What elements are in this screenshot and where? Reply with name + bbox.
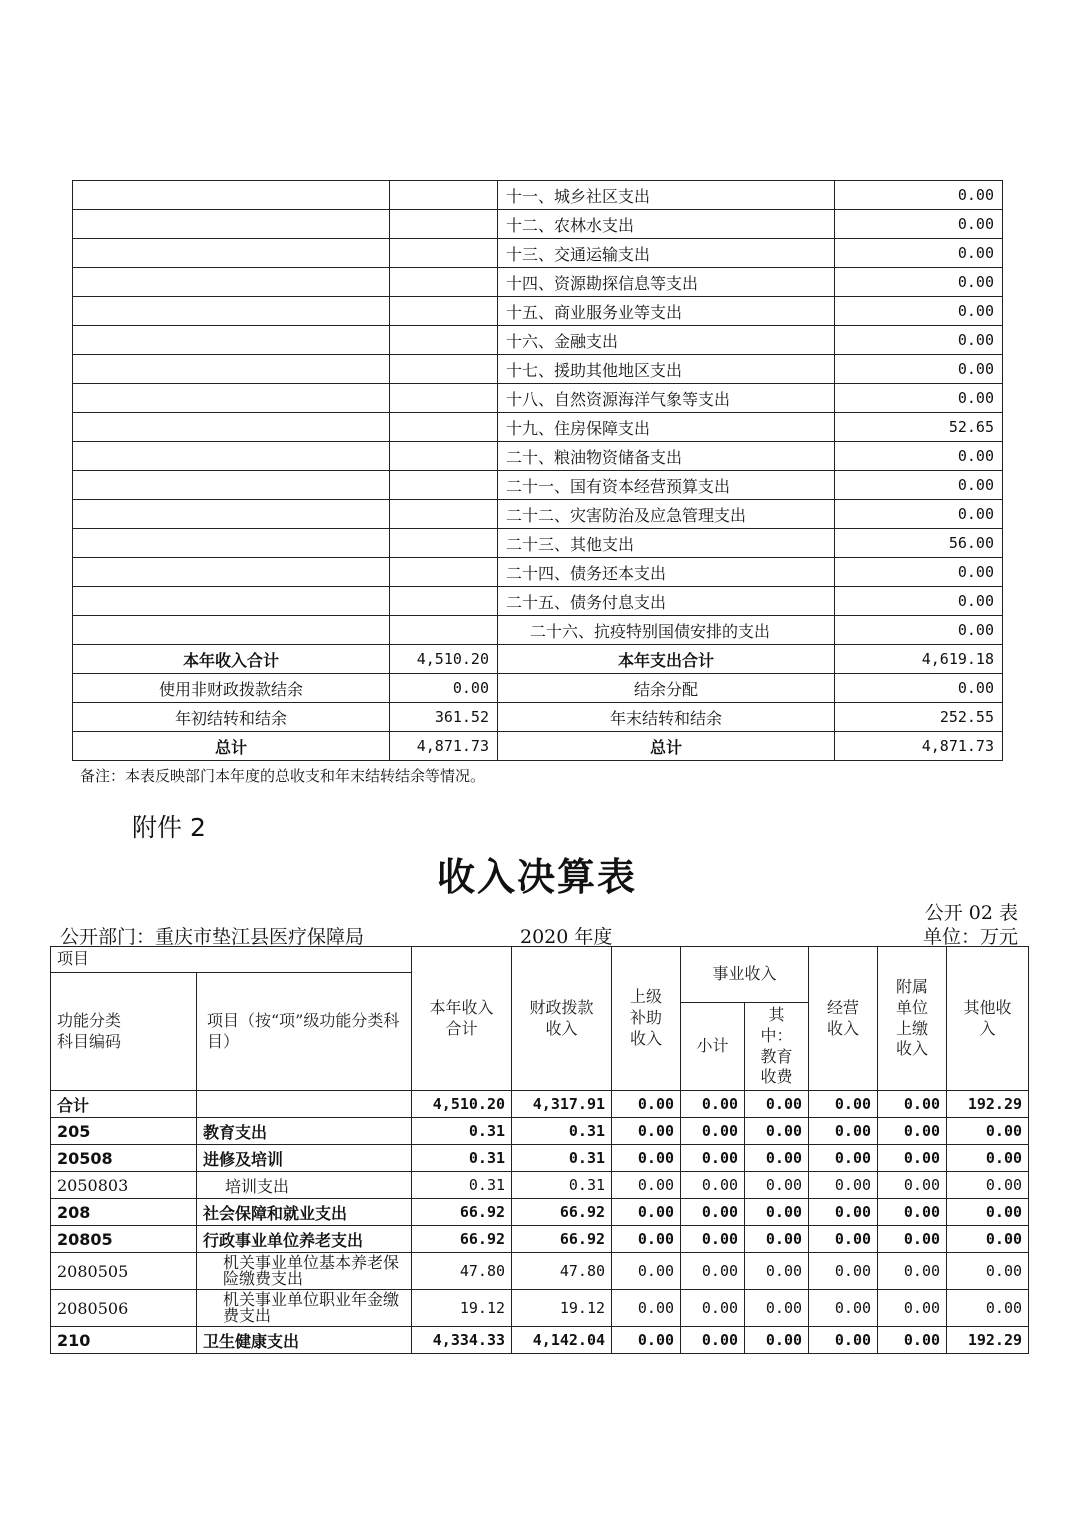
value-cell: 0.00 xyxy=(681,1118,745,1145)
value-cell: 0.00 xyxy=(612,1199,681,1226)
value-cell: 0.00 xyxy=(612,1253,681,1290)
summary-row-carryover xyxy=(73,703,1003,732)
expense-label: 十七、援助其他地区支出 xyxy=(498,355,835,384)
grand-total-right-value: 4,871.73 xyxy=(835,732,1003,761)
value-cell: 0.00 xyxy=(878,1226,947,1253)
surplus-dist-value: 0.00 xyxy=(835,674,1003,703)
expense-total-label: 本年支出合计 xyxy=(498,645,835,674)
header-item-name: 项目（按“项”级功能分类科目） xyxy=(197,973,412,1091)
expense-value: 0.00 xyxy=(835,268,1003,297)
item-name-cell: 机关事业单位基本养老保险缴费支出 xyxy=(197,1253,412,1290)
value-cell: 47.80 xyxy=(512,1253,612,1290)
summary-row-year-total xyxy=(73,645,1003,674)
table-row xyxy=(51,1118,1029,1145)
item-name-cell xyxy=(197,1091,412,1118)
func-code-cell: 合计 xyxy=(51,1091,197,1118)
header-business-income: 事业收入 xyxy=(681,947,809,1003)
expense-label: 十五、商业服务业等支出 xyxy=(498,297,835,326)
func-code-cell: 2080506 xyxy=(51,1290,197,1327)
expense-row xyxy=(73,239,1003,268)
expense-row xyxy=(73,181,1003,210)
total-row xyxy=(51,1091,1029,1118)
expense-row xyxy=(73,384,1003,413)
empty-cell xyxy=(73,239,390,268)
income-expense-summary-table xyxy=(72,180,1003,761)
value-cell: 0.00 xyxy=(745,1327,809,1354)
empty-cell xyxy=(73,558,390,587)
empty-cell xyxy=(73,529,390,558)
value-cell: 66.92 xyxy=(412,1226,512,1253)
func-code-cell: 20805 xyxy=(51,1226,197,1253)
expense-label: 十四、资源勘探信息等支出 xyxy=(498,268,835,297)
income-total-value: 4,510.20 xyxy=(390,645,498,674)
value-cell: 66.92 xyxy=(512,1226,612,1253)
table-row xyxy=(51,1253,1029,1290)
value-cell: 0.00 xyxy=(681,1226,745,1253)
value-cell: 0.00 xyxy=(681,1290,745,1327)
header-other-income: 其他收 入 xyxy=(947,947,1029,1091)
empty-cell xyxy=(73,384,390,413)
value-cell: 0.00 xyxy=(612,1290,681,1327)
value-cell: 66.92 xyxy=(512,1199,612,1226)
value-cell: 0.00 xyxy=(681,1253,745,1290)
value-cell: 0.00 xyxy=(878,1290,947,1327)
empty-cell xyxy=(390,210,498,239)
begin-carryover-value: 361.52 xyxy=(390,703,498,732)
expense-row xyxy=(73,210,1003,239)
expense-value: 0.00 xyxy=(835,616,1003,645)
value-cell: 0.31 xyxy=(412,1118,512,1145)
value-cell: 0.00 xyxy=(809,1118,878,1145)
attachment-label: 附件 2 xyxy=(132,813,206,842)
value-cell: 0.00 xyxy=(947,1290,1029,1327)
value-cell: 0.00 xyxy=(878,1145,947,1172)
expense-row xyxy=(73,355,1003,384)
expense-label: 十一、城乡社区支出 xyxy=(498,181,835,210)
begin-carryover-label: 年初结转和结余 xyxy=(73,703,390,732)
expense-label: 十九、住房保障支出 xyxy=(498,413,835,442)
value-cell: 0.00 xyxy=(612,1118,681,1145)
value-cell: 0.00 xyxy=(878,1253,947,1290)
expense-label: 十二、农林水支出 xyxy=(498,210,835,239)
item-name-cell: 教育支出 xyxy=(197,1118,412,1145)
expense-value: 0.00 xyxy=(835,442,1003,471)
expense-label: 二十六、抗疫特别国债安排的支出 xyxy=(498,616,835,645)
empty-cell xyxy=(73,181,390,210)
expense-label: 十三、交通运输支出 xyxy=(498,239,835,268)
value-cell: 0.00 xyxy=(681,1145,745,1172)
nonfiscal-value: 0.00 xyxy=(390,674,498,703)
value-cell: 0.00 xyxy=(612,1091,681,1118)
value-cell: 0.00 xyxy=(947,1226,1029,1253)
expense-label: 二十二、灾害防治及应急管理支出 xyxy=(498,500,835,529)
end-carryover-label: 年末结转和结余 xyxy=(498,703,835,732)
value-cell: 4,317.91 xyxy=(512,1091,612,1118)
value-cell: 0.00 xyxy=(947,1253,1029,1290)
table-row xyxy=(51,1327,1029,1354)
expense-label: 二十三、其他支出 xyxy=(498,529,835,558)
value-cell: 0.00 xyxy=(745,1290,809,1327)
empty-cell xyxy=(390,326,498,355)
value-cell: 0.00 xyxy=(878,1118,947,1145)
department-label: 公开部门：重庆市垫江县医疗保障局 xyxy=(60,926,365,948)
empty-cell xyxy=(390,442,498,471)
table-body xyxy=(51,1091,1029,1354)
table-note: 备注：本表反映部门本年度的总收支和年末结转结余等情况。 xyxy=(80,767,486,785)
value-cell: 0.00 xyxy=(745,1118,809,1145)
empty-cell xyxy=(73,268,390,297)
empty-cell xyxy=(390,471,498,500)
header-education-fee: 其 中： 教育 收费 xyxy=(745,1003,809,1091)
value-cell: 0.31 xyxy=(412,1145,512,1172)
value-cell: 0.31 xyxy=(512,1172,612,1199)
expense-value: 0.00 xyxy=(835,181,1003,210)
grand-total-left-value: 4,871.73 xyxy=(390,732,498,761)
empty-cell xyxy=(390,355,498,384)
value-cell: 0.00 xyxy=(745,1226,809,1253)
summary-totals xyxy=(73,645,1003,761)
value-cell: 0.00 xyxy=(612,1327,681,1354)
expense-row xyxy=(73,297,1003,326)
value-cell: 0.31 xyxy=(512,1118,612,1145)
value-cell: 0.00 xyxy=(745,1172,809,1199)
value-cell: 0.00 xyxy=(947,1145,1029,1172)
value-cell: 0.00 xyxy=(878,1172,947,1199)
value-cell: 4,334.33 xyxy=(412,1327,512,1354)
table-header xyxy=(51,947,1029,1091)
value-cell: 0.00 xyxy=(809,1290,878,1327)
expense-value: 0.00 xyxy=(835,471,1003,500)
value-cell: 0.00 xyxy=(809,1145,878,1172)
empty-cell xyxy=(73,442,390,471)
page-title: 收入决算表 xyxy=(436,854,637,899)
expense-label: 二十五、债务付息支出 xyxy=(498,587,835,616)
value-cell: 0.00 xyxy=(745,1199,809,1226)
expense-value: 0.00 xyxy=(835,239,1003,268)
expense-value: 0.00 xyxy=(835,355,1003,384)
value-cell: 0.00 xyxy=(878,1091,947,1118)
expense-row xyxy=(73,471,1003,500)
expense-label: 二十一、国有资本经营预算支出 xyxy=(498,471,835,500)
func-code-cell: 205 xyxy=(51,1118,197,1145)
grand-total-left-label: 总计 xyxy=(73,732,390,761)
value-cell: 0.00 xyxy=(878,1327,947,1354)
empty-cell xyxy=(73,587,390,616)
header-total: 本年收入 合计 xyxy=(412,947,512,1091)
expense-row xyxy=(73,616,1003,645)
form-number: 公开 02 表 xyxy=(924,902,1018,924)
empty-cell xyxy=(73,413,390,442)
table-row xyxy=(51,1172,1029,1199)
table-row xyxy=(51,1145,1029,1172)
value-cell: 0.00 xyxy=(878,1199,947,1226)
expense-row xyxy=(73,500,1003,529)
func-code-cell: 20508 xyxy=(51,1145,197,1172)
empty-cell xyxy=(390,384,498,413)
expense-row xyxy=(73,442,1003,471)
value-cell: 0.00 xyxy=(745,1145,809,1172)
value-cell: 0.00 xyxy=(681,1091,745,1118)
value-cell: 19.12 xyxy=(512,1290,612,1327)
func-code-cell: 208 xyxy=(51,1199,197,1226)
expense-row xyxy=(73,529,1003,558)
expense-value: 0.00 xyxy=(835,500,1003,529)
value-cell: 0.00 xyxy=(612,1172,681,1199)
value-cell: 0.00 xyxy=(809,1253,878,1290)
value-cell: 0.00 xyxy=(809,1327,878,1354)
empty-cell xyxy=(73,210,390,239)
expense-value: 0.00 xyxy=(835,587,1003,616)
summary-row-grand-total xyxy=(73,732,1003,761)
fiscal-year: 2020 年度 xyxy=(520,926,613,948)
header-operating-income: 经营 收入 xyxy=(809,947,878,1091)
value-cell: 192.29 xyxy=(947,1327,1029,1354)
value-cell: 0.00 xyxy=(612,1145,681,1172)
nonfiscal-label: 使用非财政拨款结余 xyxy=(73,674,390,703)
expense-row xyxy=(73,587,1003,616)
expense-value: 0.00 xyxy=(835,558,1003,587)
value-cell: 4,510.20 xyxy=(412,1091,512,1118)
header-business-subtotal: 小计 xyxy=(681,1003,745,1091)
value-cell: 0.31 xyxy=(512,1145,612,1172)
empty-cell xyxy=(390,616,498,645)
item-name-cell: 行政事业单位养老支出 xyxy=(197,1226,412,1253)
expense-row xyxy=(73,326,1003,355)
expense-row xyxy=(73,413,1003,442)
empty-cell xyxy=(390,181,498,210)
value-cell: 4,142.04 xyxy=(512,1327,612,1354)
table-row xyxy=(51,1290,1029,1327)
header-affiliated-income: 附属 单位 上缴 收入 xyxy=(878,947,947,1091)
expense-value: 0.00 xyxy=(835,384,1003,413)
expense-row xyxy=(73,268,1003,297)
value-cell: 0.00 xyxy=(681,1199,745,1226)
income-total-label: 本年收入合计 xyxy=(73,645,390,674)
empty-cell xyxy=(73,471,390,500)
empty-cell xyxy=(73,616,390,645)
empty-cell xyxy=(73,326,390,355)
value-cell: 0.00 xyxy=(947,1118,1029,1145)
expense-label: 二十、粮油物资储备支出 xyxy=(498,442,835,471)
empty-cell xyxy=(390,297,498,326)
expense-label: 二十四、债务还本支出 xyxy=(498,558,835,587)
value-cell: 0.31 xyxy=(412,1172,512,1199)
empty-cell xyxy=(73,297,390,326)
table-row xyxy=(51,1226,1029,1253)
empty-cell xyxy=(390,529,498,558)
expense-value: 56.00 xyxy=(835,529,1003,558)
expense-total-value: 4,619.18 xyxy=(835,645,1003,674)
header-func-code: 功能分类 科目编码 xyxy=(51,973,197,1091)
func-code-cell: 210 xyxy=(51,1327,197,1354)
empty-cell xyxy=(390,268,498,297)
item-name-cell: 社会保障和就业支出 xyxy=(197,1199,412,1226)
func-code-cell: 2050803 xyxy=(51,1172,197,1199)
item-name-cell: 机关事业单位职业年金缴费支出 xyxy=(197,1290,412,1327)
expense-label: 十六、金融支出 xyxy=(498,326,835,355)
value-cell: 0.00 xyxy=(947,1172,1029,1199)
header-project: 项目 xyxy=(51,947,412,973)
value-cell: 0.00 xyxy=(745,1091,809,1118)
income-final-accounts-table xyxy=(50,946,1029,1354)
value-cell: 66.92 xyxy=(412,1199,512,1226)
empty-cell xyxy=(390,558,498,587)
empty-cell xyxy=(390,587,498,616)
value-cell: 0.00 xyxy=(809,1091,878,1118)
end-carryover-value: 252.55 xyxy=(835,703,1003,732)
expense-value: 52.65 xyxy=(835,413,1003,442)
value-cell: 0.00 xyxy=(681,1327,745,1354)
grand-total-right-label: 总计 xyxy=(498,732,835,761)
item-name-cell: 卫生健康支出 xyxy=(197,1327,412,1354)
value-cell: 47.80 xyxy=(412,1253,512,1290)
item-name-cell: 进修及培训 xyxy=(197,1145,412,1172)
value-cell: 192.29 xyxy=(947,1091,1029,1118)
header-superior-subsidy: 上级 补助 收入 xyxy=(612,947,681,1091)
expense-value: 0.00 xyxy=(835,297,1003,326)
value-cell: 0.00 xyxy=(809,1226,878,1253)
empty-cell xyxy=(390,239,498,268)
empty-cell xyxy=(390,500,498,529)
expense-value: 0.00 xyxy=(835,210,1003,239)
value-cell: 0.00 xyxy=(612,1226,681,1253)
summary-row-nonfiscal xyxy=(73,674,1003,703)
header-fiscal: 财政拨款 收入 xyxy=(512,947,612,1091)
value-cell: 0.00 xyxy=(745,1253,809,1290)
value-cell: 0.00 xyxy=(681,1172,745,1199)
value-cell: 0.00 xyxy=(809,1199,878,1226)
surplus-dist-label: 结余分配 xyxy=(498,674,835,703)
table-row xyxy=(51,1199,1029,1226)
empty-cell xyxy=(73,500,390,529)
summary-table-body xyxy=(73,181,1003,645)
expense-row xyxy=(73,558,1003,587)
empty-cell xyxy=(390,413,498,442)
func-code-cell: 2080505 xyxy=(51,1253,197,1290)
expense-value: 0.00 xyxy=(835,326,1003,355)
expense-label: 十八、自然资源海洋气象等支出 xyxy=(498,384,835,413)
unit-label: 单位：万元 xyxy=(922,926,1018,948)
value-cell: 19.12 xyxy=(412,1290,512,1327)
empty-cell xyxy=(73,355,390,384)
value-cell: 0.00 xyxy=(947,1199,1029,1226)
value-cell: 0.00 xyxy=(809,1172,878,1199)
item-name-cell: 培训支出 xyxy=(197,1172,412,1199)
